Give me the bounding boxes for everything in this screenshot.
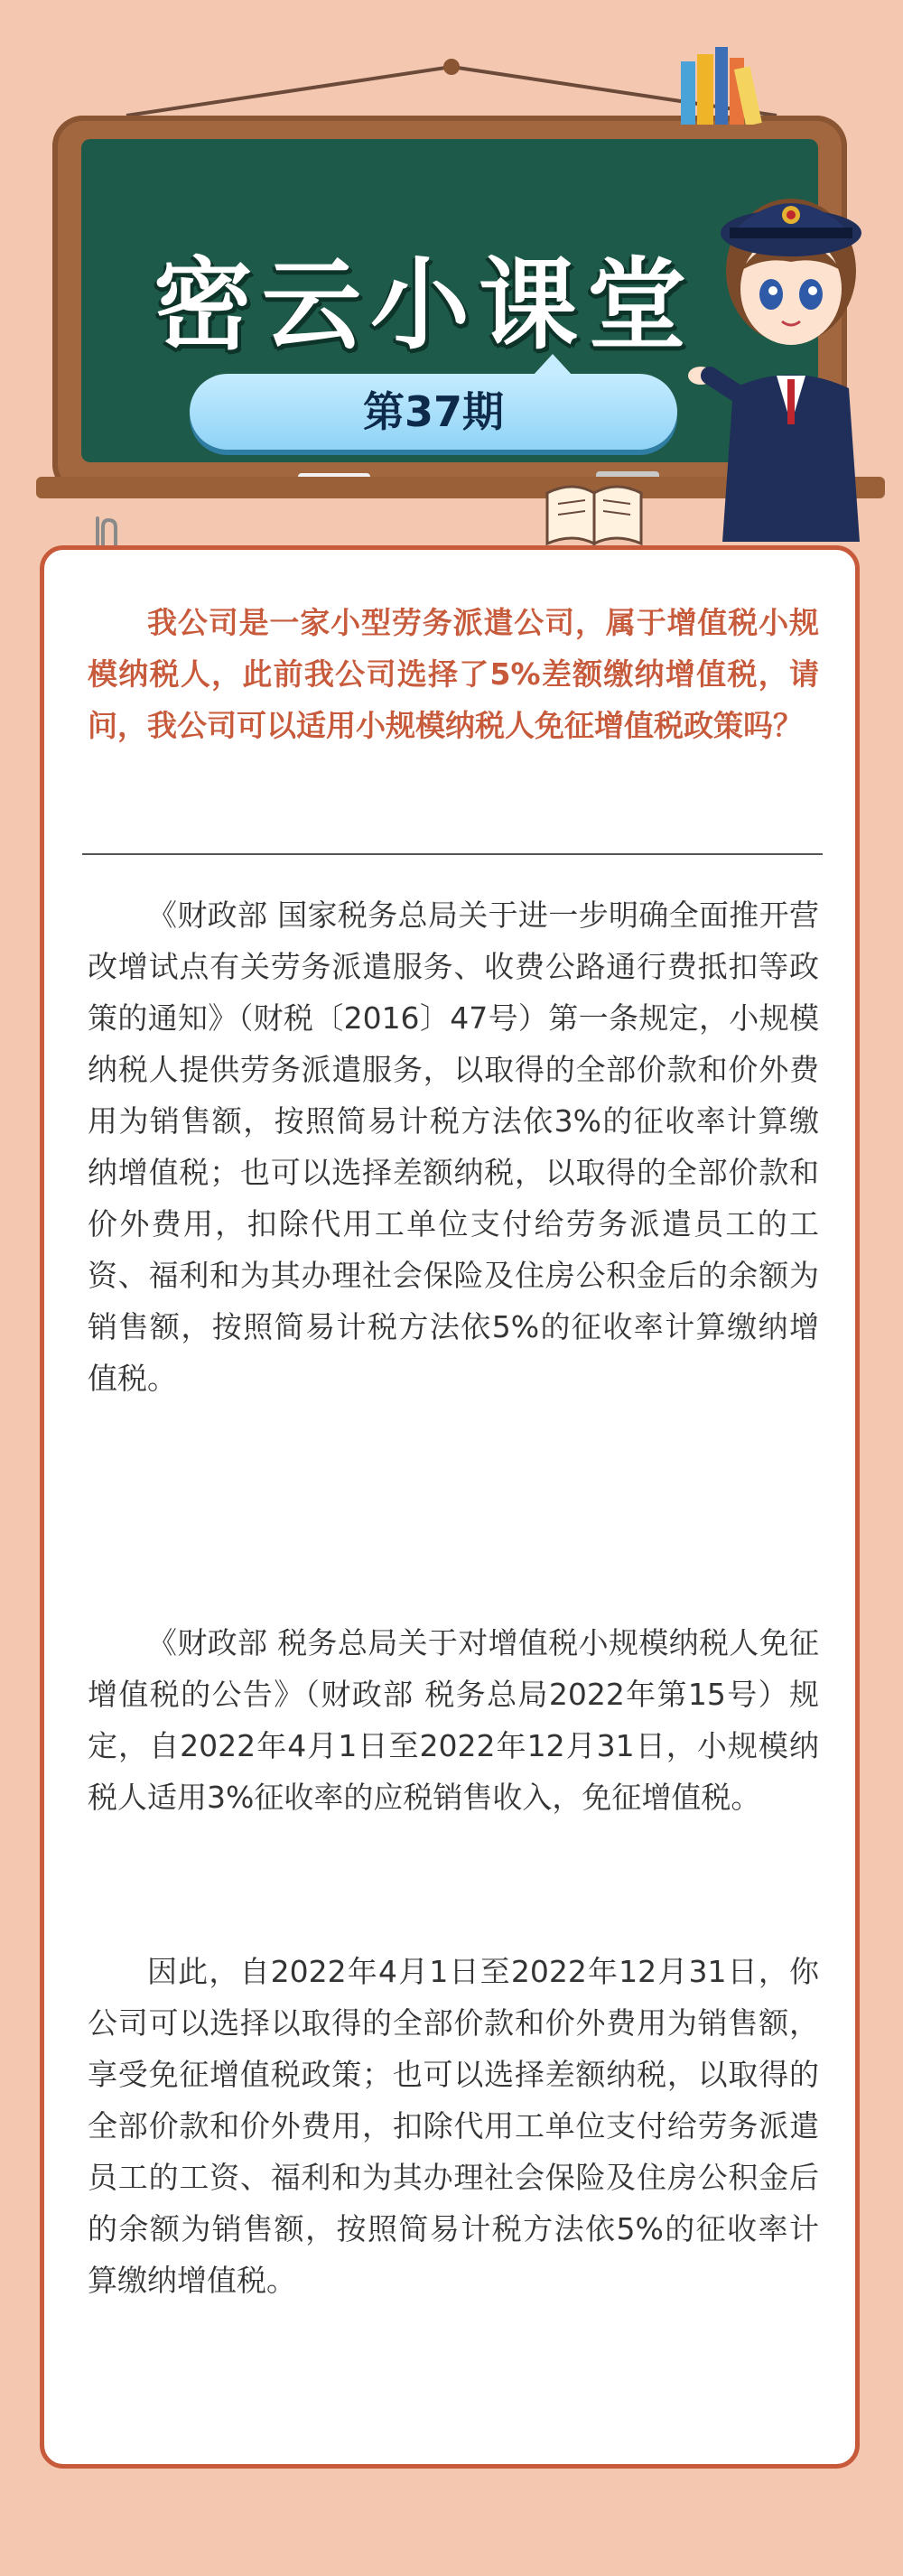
books-icon <box>675 43 784 125</box>
qa-card <box>40 545 860 2469</box>
answer-paragraph: 《财政部 国家税务总局关于进一步明确全面推开营改增试点有关劳务派遣服务、收费公路通行费抵扣等政策的通知》（财税〔2016〕47号）第一条规定，小规模纳税人提供劳务派遣服务，以取得的全部价款和价外费用为销售额，按照简易计税方法依3%的征收率计算缴纳增值税；也可以选择差额纳税，以取得的全部价款和价外费用，扣除代用工单位支付给劳务派遣员工的工资、福利和为其办理社会保险及住房公积金后的余额为销售额，按照简易计税方法依5%的征收率计算缴纳增值税。 <box>88 897 819 1396</box>
page-title: 密云小课堂 <box>154 247 695 363</box>
answer-paragraph: 因此，自2022年4月1日至2022年12月31日，你公司可以选择以取得的全部价款和价外费用为销售额，享受免征增值税政策；也可以选择差额纳税，以取得的全部价款和价外费用，扣除代用工单位支付给劳务派遣员工的工资、福利和为其办理社会保险及住房公积金后的余额为销售额，按照简易计税方法依5%的征收率计算缴纳增值税。 <box>88 1954 819 2298</box>
question-text: 我公司是一家小型劳务派遣公司，属于增值税小规模纳税人，此前我公司选择了5%差额缴纳增值税，请问，我公司可以适用小规模纳税人免征增值税政策吗？ <box>88 605 819 743</box>
issue-number-badge: 第37期 <box>190 374 677 450</box>
open-book-icon <box>540 477 648 549</box>
header-banner <box>0 0 903 560</box>
speech-bubble-tail <box>533 354 573 376</box>
divider <box>82 853 823 855</box>
tax-officer-illustration <box>683 163 899 542</box>
answer-paragraph: 《财政部 税务总局关于对增值税小规模纳税人免征增值税的公告》（财政部 税务总局2022年第15号）规定，自2022年4月1日至2022年12月31日，小规模纳税人适用3%征收率的应税销售收入，免征增值税。 <box>88 1625 819 1815</box>
